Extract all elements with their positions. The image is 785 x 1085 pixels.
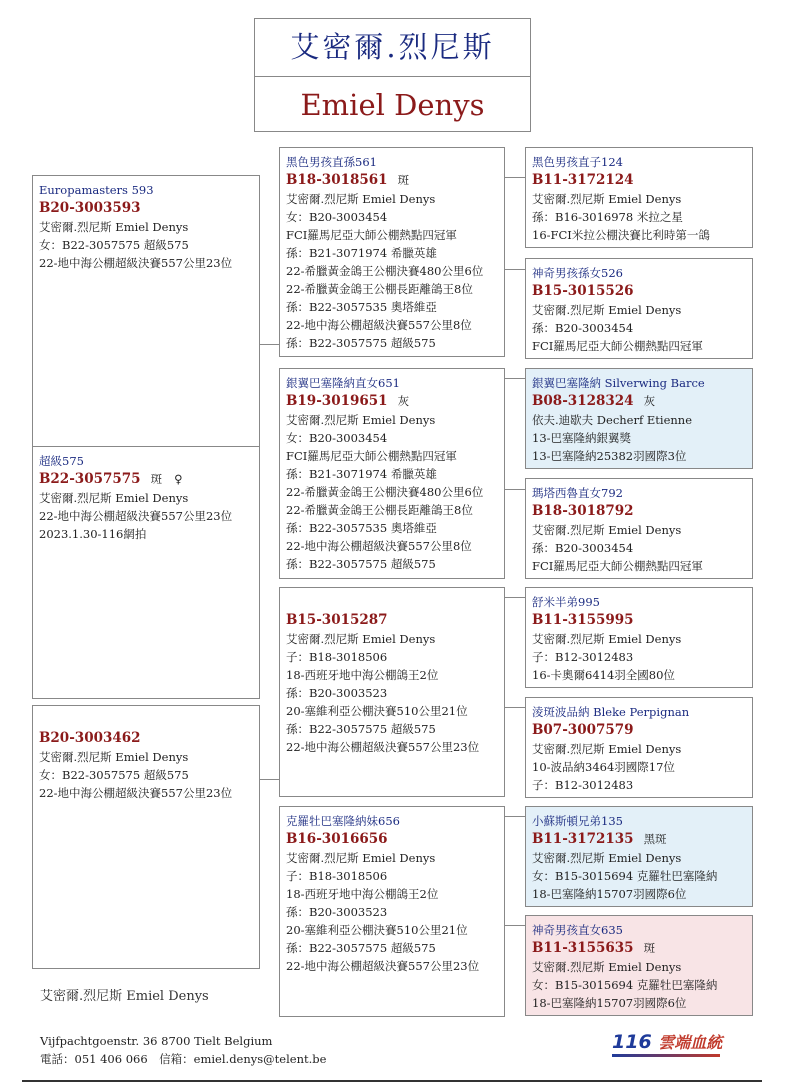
bird-name: 克羅牡巴塞隆納妹656	[286, 814, 400, 828]
pedigree-detail-line: 艾密爾.烈尼斯 Emiel Denys	[532, 303, 682, 317]
connector-line	[505, 925, 525, 926]
spacer	[39, 711, 254, 729]
plumage-color: 斑	[397, 173, 410, 187]
pedigree-detail-line: FCI羅馬尼亞大師公棚熱點四冠軍	[286, 228, 457, 242]
pedigree-detail-line: FCI羅馬尼亞大師公棚熱點四冠軍	[532, 559, 703, 573]
ring-number: B18-3018792	[532, 503, 634, 519]
pedigree-detail-line: 孫：B16-3016978 米拉之星	[532, 210, 683, 224]
pedigree-detail-line: 13-巴塞隆納25382羽國際3位	[532, 449, 687, 463]
ring-number: B15-3015526	[532, 283, 634, 299]
sex-symbol: ♀	[174, 472, 183, 486]
logo-116	[612, 1030, 722, 1053]
pedigree-detail-line: 子：B12-3012483	[532, 778, 634, 792]
bird-name: 神奇男孩直女635	[532, 923, 623, 937]
owner-name-chinese: 艾密爾.烈尼斯	[255, 19, 530, 77]
ring-number-row	[286, 830, 499, 849]
pedigree-detail-line: 艾密爾.烈尼斯 Emiel Denys	[39, 750, 189, 764]
pedigree-box-gen3-5	[525, 697, 753, 798]
contact-block	[40, 1032, 326, 1068]
plumage-color: 灰	[397, 394, 410, 408]
pedigree-box-gen2-3	[279, 806, 505, 1017]
pedigree-box-gen3-1	[525, 258, 753, 359]
pedigree-header	[254, 18, 531, 132]
pedigree-box-gen2-1	[279, 368, 505, 579]
pedigree-detail-line: 22-地中海公棚超級決賽557公里8位	[286, 539, 472, 553]
pedigree-detail-line: 16-FCI米拉公棚決賽比利時第一鴿	[532, 228, 710, 242]
pedigree-detail-line: 10-波品納3464羽國際17位	[532, 760, 675, 774]
pedigree-detail-line: 13-巴塞隆納銀翼獎	[532, 431, 632, 445]
pedigree-box-gen2-2	[279, 587, 505, 797]
pedigree-detail-line: 艾密爾.烈尼斯 Emiel Denys	[286, 851, 436, 865]
pedigree-detail-line: 孫：B22-3057575 超級575	[286, 557, 436, 571]
pedigree-detail-line: 18-西班牙地中海公棚鴿王2位	[286, 668, 439, 682]
connector-line	[505, 177, 525, 178]
ring-number-row	[39, 199, 254, 218]
connector-line	[505, 816, 525, 817]
pedigree-detail-line: 22-地中海公棚超級決賽557公里23位	[39, 509, 233, 523]
ring-number-row	[532, 392, 747, 411]
pedigree-detail-line: 女：B15-3015694 克羅牡巴塞隆納	[532, 869, 718, 883]
ring-number-row	[286, 171, 499, 190]
ring-number-row	[532, 939, 747, 958]
pedigree-detail-line: 女：B20-3003454	[286, 210, 388, 224]
bird-name: 銀翼巴塞隆納直女651	[286, 376, 400, 390]
pedigree-detail-line: 22-希臘黃金鴿王公棚長距離鴿王8位	[286, 282, 473, 296]
bird-name: 黑色男孩直子124	[532, 155, 623, 169]
pedigree-detail-line: 22-地中海公棚超級決賽557公里23位	[39, 256, 233, 270]
pedigree-detail-line: 22-希臘黃金鴿王公棚決賽480公里6位	[286, 264, 484, 278]
bird-name: 舒米半弟995	[532, 595, 600, 609]
pedigree-detail-line: 女：B22-3057575 超級575	[39, 768, 189, 782]
bird-name: 神奇男孩孫女526	[532, 266, 623, 280]
pedigree-detail-line: 艾密爾.烈尼斯 Emiel Denys	[532, 742, 682, 756]
ring-number: B07-3007579	[532, 722, 634, 738]
pedigree-detail-line: 20-塞維利亞公棚決賽510公里21位	[286, 704, 468, 718]
bird-name: 小蘇斯頓兄弟135	[532, 814, 623, 828]
pedigree-detail-line: 孫：B20-3003454	[532, 541, 634, 555]
connector-line	[505, 707, 525, 708]
pedigree-box-gen3-0	[525, 147, 753, 248]
pedigree-box-subject-dam	[32, 705, 260, 969]
ring-number-row	[532, 830, 747, 849]
pedigree-detail-line: 孫：B22-3057575 超級575	[286, 941, 436, 955]
pedigree-detail-line: 孫：B22-3057535 奧塔維亞	[286, 521, 437, 535]
pedigree-detail-line: 孫：B22-3057535 奧塔維亞	[286, 300, 437, 314]
ring-number-row	[39, 470, 254, 489]
pedigree-detail-line: 孫：B21-3071974 希臘英雄	[286, 467, 437, 481]
ring-number: B16-3016656	[286, 831, 388, 847]
bird-name: 銀翼巴塞隆納 Silverwing Barce	[532, 376, 705, 390]
pedigree-detail-line: 依夫.迪歇夫 Decherf Etienne	[532, 413, 693, 427]
pedigree-detail-line: 艾密爾.烈尼斯 Emiel Denys	[286, 632, 436, 646]
pedigree-detail-line: 孫：B20-3003523	[286, 686, 388, 700]
bird-name: 淩斑波品納 Bleke Perpignan	[532, 705, 690, 719]
pedigree-detail-line: FCI羅馬尼亞大師公棚熱點四冠軍	[532, 339, 703, 353]
pedigree-detail-line: 孫：B21-3071974 希臘英雄	[286, 246, 437, 260]
ring-number: B11-3172135	[532, 831, 634, 847]
pedigree-detail-line: 孫：B22-3057575 超級575	[286, 336, 436, 350]
pedigree-detail-line: 18-巴塞隆納15707羽國際6位	[532, 996, 687, 1010]
ring-number-row	[39, 729, 254, 748]
pedigree-detail-line: 艾密爾.烈尼斯 Emiel Denys	[39, 491, 189, 505]
ring-number-row	[532, 721, 747, 740]
connector-line	[279, 373, 280, 374]
pedigree-detail-line: 子：B18-3018506	[286, 650, 388, 664]
ring-number: B11-3155995	[532, 612, 634, 628]
pedigree-detail-line: 孫：B20-3003523	[286, 905, 388, 919]
bird-name: Europamasters 593	[39, 183, 154, 197]
pedigree-detail-line: 艾密爾.烈尼斯 Emiel Denys	[39, 220, 189, 234]
plumage-color: 斑	[150, 472, 163, 486]
pedigree-detail-line: 18-西班牙地中海公棚鴿王2位	[286, 887, 439, 901]
logo-underline	[612, 1054, 720, 1057]
connector-line	[505, 597, 525, 598]
ring-number: B20-3003462	[39, 730, 141, 746]
pedigree-detail-line: 艾密爾.烈尼斯 Emiel Denys	[532, 851, 682, 865]
ring-number: B20-3003593	[39, 200, 141, 216]
pedigree-detail-line: 女：B20-3003454	[286, 431, 388, 445]
ring-number-row	[532, 611, 747, 630]
pedigree-detail-line: 孫：B22-3057575 超級575	[286, 722, 436, 736]
pedigree-detail-line: 女：B22-3057575 超級575	[39, 238, 189, 252]
pedigree-box-gen3-7	[525, 915, 753, 1016]
contact-phone-email: 電話：051 406 066 信箱：emiel.denys@telent.be	[40, 1052, 327, 1066]
ring-number: B18-3018561	[286, 172, 388, 188]
owner-signature: 艾密爾.烈尼斯 Emiel Denys	[40, 989, 209, 1004]
connector-line	[505, 378, 525, 379]
pedigree-detail-line: 艾密爾.烈尼斯 Emiel Denys	[532, 523, 682, 537]
pedigree-box-gen3-4	[525, 587, 753, 688]
ring-number: B15-3015287	[286, 612, 388, 628]
ring-number-row	[286, 611, 499, 630]
connector-line	[260, 779, 279, 780]
pedigree-box-gen2-0	[279, 147, 505, 357]
pedigree-detail-line: 艾密爾.烈尼斯 Emiel Denys	[532, 192, 682, 206]
ring-number-row	[286, 392, 499, 411]
pedigree-detail-line: 20-塞維利亞公棚決賽510公里21位	[286, 923, 468, 937]
pedigree-detail-line: 艾密爾.烈尼斯 Emiel Denys	[286, 413, 436, 427]
ring-number: B08-3128324	[532, 393, 634, 409]
logo-number: 116	[612, 1031, 652, 1053]
ring-number: B11-3155635	[532, 940, 634, 956]
pedigree-detail-line: 22-地中海公棚超級決賽557公里23位	[286, 740, 480, 754]
pedigree-detail-line: 22-希臘黃金鴿王公棚決賽480公里6位	[286, 485, 484, 499]
bird-name: 超級575	[39, 454, 84, 468]
connector-line	[505, 269, 525, 270]
pedigree-box-gen3-3	[525, 478, 753, 579]
ring-number-row	[532, 171, 747, 190]
bird-name: 黑色男孩直孫561	[286, 155, 377, 169]
pedigree-detail-line: 女：B15-3015694 克羅牡巴塞隆納	[532, 978, 718, 992]
pedigree-detail-line: 16-卡奧爾6414羽全國80位	[532, 668, 675, 682]
owner-name-english: Emiel Denys	[300, 88, 485, 122]
ring-number: B11-3172124	[532, 172, 634, 188]
pedigree-detail-line: 艾密爾.烈尼斯 Emiel Denys	[532, 960, 682, 974]
pedigree-box-subject-sire	[32, 175, 260, 447]
pedigree-detail-line: FCI羅馬尼亞大師公棚熱點四冠軍	[286, 449, 457, 463]
pedigree-detail-line: 22-地中海公棚超級決賽557公里23位	[286, 959, 480, 973]
pedigree-detail-line: 子：B12-3012483	[532, 650, 634, 664]
connector-line	[260, 344, 279, 345]
plumage-color: 斑	[643, 941, 656, 955]
pedigree-detail-line: 22-希臘黃金鴿王公棚長距離鴿王8位	[286, 503, 473, 517]
pedigree-detail-line: 2023.1.30-116網拍	[39, 527, 147, 541]
logo-text: 雲端血統	[658, 1033, 723, 1052]
bird-name: 瑪塔西魯直女792	[532, 486, 623, 500]
plumage-color: 黑斑	[643, 832, 667, 846]
pedigree-detail-line: 18-巴塞隆納15707羽國際6位	[532, 887, 687, 901]
ring-number: B22-3057575	[39, 471, 141, 487]
contact-address: Vijfpachtgoenstr. 36 8700 Tielt Belgium	[40, 1034, 273, 1048]
pedigree-box-gen3-2	[525, 368, 753, 469]
ring-number: B19-3019651	[286, 393, 388, 409]
footer-divider	[22, 1080, 762, 1082]
pedigree-detail-line: 孫：B20-3003454	[532, 321, 634, 335]
ring-number-row	[532, 282, 747, 301]
ring-number-row	[532, 502, 747, 521]
pedigree-detail-line: 22-地中海公棚超級決賽557公里23位	[39, 786, 233, 800]
pedigree-detail-line: 22-地中海公棚超級決賽557公里8位	[286, 318, 472, 332]
pedigree-detail-line: 子：B18-3018506	[286, 869, 388, 883]
plumage-color: 灰	[643, 394, 656, 408]
pedigree-detail-line: 艾密爾.烈尼斯 Emiel Denys	[532, 632, 682, 646]
spacer	[286, 593, 499, 611]
connector-line	[505, 489, 525, 490]
pedigree-box-gen3-6	[525, 806, 753, 907]
pedigree-box-subject-main	[32, 446, 260, 699]
pedigree-detail-line: 艾密爾.烈尼斯 Emiel Denys	[286, 192, 436, 206]
